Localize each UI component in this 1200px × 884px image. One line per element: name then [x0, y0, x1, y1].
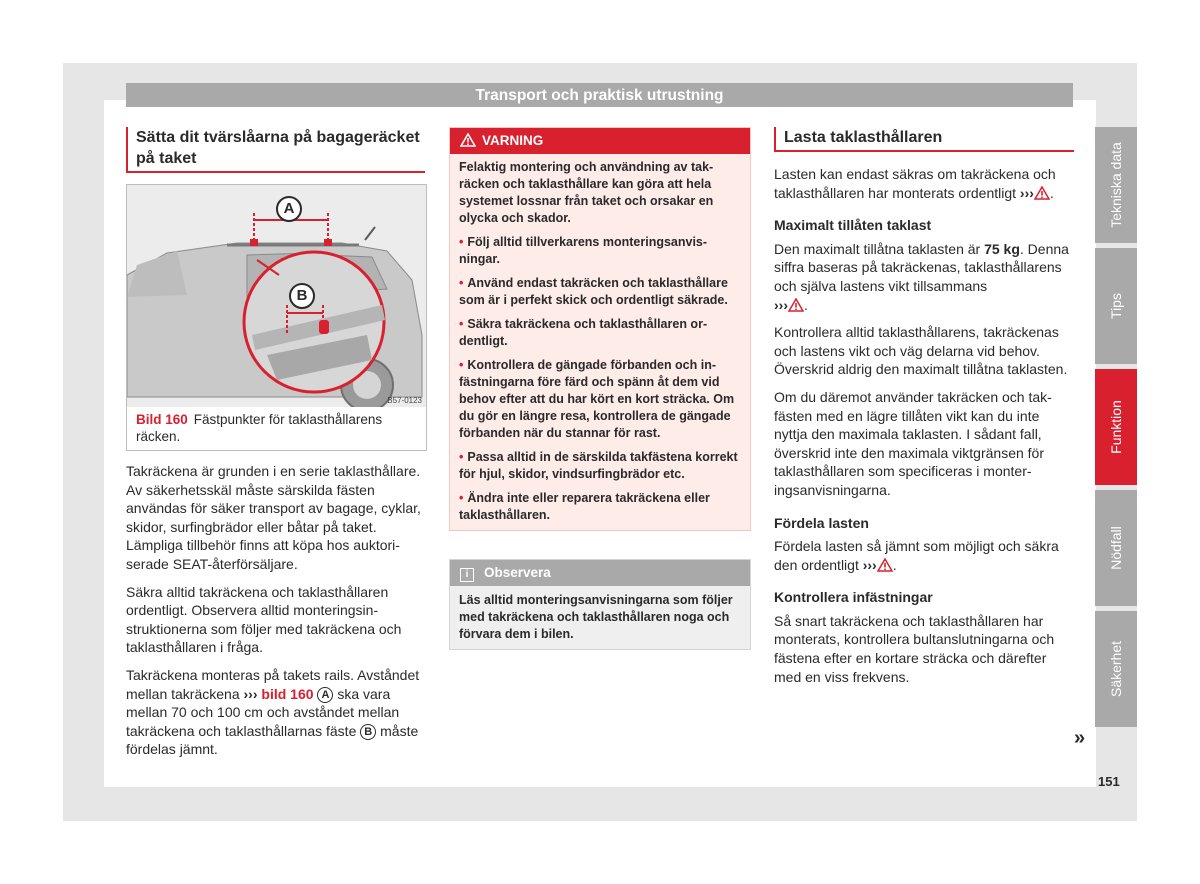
left-paragraph-2: Säkra alltid takräckena och taklasthållaren ordentligt. Observera alltid monteringsinstruktionerna som följer med takräckena och taklasthållaren i fråga. [126, 583, 402, 656]
warning-item-text: Använd endast takräcken och taklasthållare som är i perfekt skick och ordentligt säkrade. [459, 276, 728, 307]
marker-a-inline: A [317, 687, 333, 703]
car-illustration-svg [127, 185, 426, 407]
warning-triangle-icon [460, 133, 476, 147]
tab-label: Funktion [1108, 400, 1124, 454]
warning-item-text: Passa alltid in de särskilda takfästena korrekt för hjul, skidor, vindsurfingbrädor etc. [459, 450, 738, 481]
warning-item [459, 449, 741, 483]
warning-body [450, 154, 750, 530]
left-paragraph-1: Takräckena är grunden i en serie taklasthållare. Av säkerhetsskäl måste särskilda fästen användas för säker transport av bagage, cyklar, skidor, surfingbrädor eller båtar på taket. Lämpliga tillbehör finns att köpa hos auktoriserade SEAT-återförsäljare. [126, 463, 421, 572]
marker-b: B [289, 283, 315, 309]
left-heading-block [126, 127, 425, 173]
figure-reference-link[interactable]: bild 160 [261, 685, 314, 702]
tab-sakerhet[interactable] [1095, 611, 1137, 727]
ref-arrows: ››› [862, 556, 877, 573]
left-p3-text-a: Takräckena monteras på takets rails. Avståndet mellan takräckena [126, 666, 420, 702]
tab-tekniska-data[interactable] [1095, 127, 1137, 243]
figure-caption [136, 411, 416, 445]
subheading-check-mounts: Kontrollera infästningar [774, 589, 933, 606]
tab-nodfall[interactable] [1095, 490, 1137, 606]
warning-ref-icon[interactable] [1034, 186, 1050, 200]
tab-label: Säkerhet [1108, 640, 1124, 698]
s1-text-a: Den maximalt tillåtna taklasten är [774, 240, 981, 257]
warning-intro: Felaktig montering och användning av takräcken och taklasthållare kan göra att hela systemet lossnar från taket och orsakar en olycka och skador. [459, 160, 714, 225]
warning-item [459, 234, 741, 268]
bullet-icon: • [459, 235, 464, 249]
right-s1-paragraph-1: Den maximalt tillåtna taklasten är 75 kg. Denna siffra baseras på takräckenas, taklasthållarens och själva lastens vikt tillsammans ››› . [774, 240, 1069, 313]
warning-ref-icon[interactable] [788, 298, 804, 312]
marker-b-inline: B [360, 724, 376, 740]
bullet-icon: • [459, 276, 464, 290]
subheading-max-load: Maximalt tillåten taklast [774, 217, 932, 234]
bullet-icon: • [459, 491, 464, 505]
left-body [126, 462, 425, 768]
info-icon: i [460, 568, 474, 582]
right-s2-paragraph-1: Fördela lasten så jämnt som möjligt och säkra den ordentligt ››› . [774, 538, 1059, 573]
right-paragraph-1: Lasten kan endast säkras om takräckena och taklasthållaren har monterats ordentligt ››› . [774, 166, 1056, 201]
left-section-title: Sätta dit tvärslåarna på bagageräcket på taket [126, 127, 425, 173]
warning-item-text: Säkra takräckena och taklasthållaren ordentligt. [459, 317, 708, 348]
bullet-icon: • [459, 317, 464, 331]
warning-item [459, 275, 741, 309]
car-roof-illustration [127, 185, 426, 407]
tab-label: Tekniska data [1108, 142, 1124, 228]
tab-funktion[interactable] [1095, 369, 1137, 485]
s2-text: Fördela lasten så jämnt som möjligt och säkra den ordentligt [774, 538, 1059, 573]
warning-item-text: Ändra inte eller reparera takräckena eller taklasthållaren. [459, 491, 710, 522]
warning-item-text: Kontrollera de gängade förbanden och infästningarna före färd och spänn åt dem vid behov efter att du har kört en kort sträcka. Om du gör en längre resa, kontrollera de gängade förbanden när du stannar för rast. [459, 358, 735, 440]
continue-arrow-icon: » [1074, 727, 1086, 749]
warning-box [449, 127, 751, 531]
marker-a: A [276, 196, 302, 222]
tab-tips[interactable] [1095, 248, 1137, 364]
figure-label: Bild 160 [136, 412, 188, 427]
left-p3-text-c: måste fördelas jämnt. [126, 722, 419, 758]
warning-item [459, 490, 741, 524]
warning-header [450, 128, 750, 154]
warning-item [459, 357, 741, 442]
figure-code: B57-0123 [387, 396, 422, 405]
tab-label: Tips [1108, 293, 1124, 319]
left-paragraph-3 [126, 666, 425, 759]
tab-label: Nödfall [1108, 526, 1124, 570]
bullet-icon: • [459, 450, 464, 464]
warning-item [459, 316, 741, 350]
warning-item-text: Följ alltid tillverkarens monteringsanvisningar. [459, 235, 708, 266]
warning-ref-icon[interactable] [877, 558, 893, 572]
right-section-title: Lasta taklasthållaren [774, 127, 1074, 152]
bullet-icon: • [459, 358, 464, 372]
page-number: 151 [1098, 774, 1120, 789]
s1-text-b: . Denna siffra baseras på takräckenas, taklasthållarens och själva lastens vikt tillsammans [774, 240, 1069, 294]
right-column [774, 127, 1074, 695]
max-load-value: 75 kg [984, 240, 1020, 257]
section-header: Transport och praktisk utrustning [126, 83, 1073, 107]
observe-text: Läs alltid monteringsanvisningarna som följer med takräckena och taklasthållaren noga och förvara dem i bilen. [459, 593, 733, 641]
ref-arrows: ››› [774, 296, 788, 313]
right-s1-paragraph-2: Kontrollera alltid taklasthållarens, takräckenas och lastens vikt och väg delarna vid behov. Överskrid aldrig den maximalt tillåtna taklasten. [774, 324, 1068, 378]
observe-header [450, 560, 750, 586]
ref-arrows: ››› [243, 685, 258, 702]
right-s1-paragraph-3: Om du däremot använder takräcken och takfästen med en lägre tillåten vikt kan du inte nyttja den maximala taklasten. I sådant fall, överskrid inte den maximala viktgränsen för taklasthållaren som specificeras i monteringsanvisningarna. [774, 388, 1052, 498]
subheading-distribute-load: Fördela lasten [774, 514, 869, 531]
figure-caption-text: Fästpunkter för taklasthållarens räcken. [136, 412, 383, 444]
ref-arrows: ››› [1019, 184, 1034, 201]
observe-box [449, 559, 751, 650]
right-s3-paragraph-1: Så snart takräckena och taklasthållaren har monterats, kontrollera bultanslutningarna och fästena efter en kortare sträcka och därefter med en viss frekvens. [774, 612, 1055, 685]
right-p1-text: Lasten kan endast säkras om takräckena och taklasthållaren har monterats ordentligt [774, 166, 1056, 201]
figure-160 [126, 184, 427, 451]
observe-title: Observera [484, 565, 551, 580]
left-p3-text-b: ska vara mellan 70 och 100 cm och avståndet mellan takräckena och taklasthållarnas fäste [126, 685, 400, 739]
warning-title: VARNING [482, 133, 544, 148]
